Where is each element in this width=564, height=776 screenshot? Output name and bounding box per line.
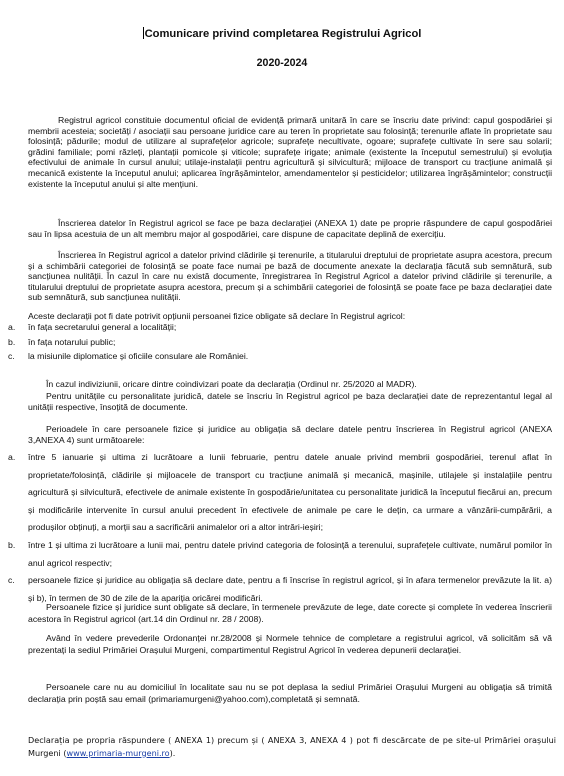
paragraph-declaration-periods: Perioadele în care persoanele fizice și juridice au obligația să declare datele pentru înscrierea în Registrul agricol (ANEXA 3,ANEXA 4) sunt următoarele: [28, 424, 552, 445]
paragraph-declaration-options: Aceste declarații pot fi date potrivit opțiunii persoanei fizice obligate să declare în Registrul agricol: [28, 311, 406, 321]
website-link[interactable]: www.primaria-murgeni.ro [66, 747, 170, 758]
list-marker: a. [8, 322, 16, 332]
document-years: 2020-2024 [256, 57, 308, 69]
list-marker: c. [8, 575, 15, 586]
paragraph-obligation: Persoanele fizice și juridice sunt obligate să declare, în termenele prevăzute de lege, date corecte și complete în vederea înscrierii acestora în Registrul agricol (art.14 din Ordinul nr. 28 / 2008). [28, 602, 552, 625]
list-item: a. în fața secretarului general a localității; [8, 322, 177, 332]
list-item: b. în fața notarului public; [8, 336, 116, 347]
paragraph-legal-entities: Pentru unitățile cu personalitate juridică, datele se înscriu în Registrul agricol pe baza declarației date de reprezentantul legal al unității respective, însoțită de documente. [28, 391, 552, 412]
declaration-options-list [8, 322, 552, 366]
list-marker: b. [8, 539, 16, 550]
list-marker: b. [8, 336, 16, 347]
paragraph-registry-definition: Registrul agricol constituie documentul oficial de evidență primară unitară în care se înscriu date privind: capul gospodăriei și membrii acesteia; societăți / asociații sau persoane juridice care au teren în proprietate sau folosință; terenurile aflate în proprietate sau folosință; pădurile; modul de utilizare al suprafețelor agricole; suprafețe necultivate, ogoare; suprafețe cultivate în sere sau solarii; grădini familiale; pomi răzleți, plantații pomicole și viticole; suprafețe irigate; animale (existente la începutul semestrului) și evoluția efectivului de animale în cursul anului; utilaje-instalații pentru agricultură și silvicultură; mijloace de transport cu tracțiune animală și mecanică existente la începutul anului; aplicarea îngrășămintelor, amendamentelor și pesticidelor; utilizarea îngrășămintelor; construcții existente la începutul anului și alte mențiuni. [28, 115, 552, 189]
list-marker: c. [8, 351, 15, 362]
list-item: c. persoanele fizice și juridice au obligația să declare date, pentru a fi înscrise în registrul agricol, și în afara termenelor prevăzute la lit. a) și b), în termen de 30 de zile de la apariția oricărei modificări. [8, 572, 552, 607]
list-marker: a. [8, 452, 16, 462]
declaration-periods-list [8, 449, 552, 607]
paragraph-registration-basis: Înscrierea datelor în Registrul agricol se face pe baza declarației (ANEXA 1) date pe proprie răspundere de capul gospodăriei sau în lipsa acestuia de un alt membru major al gospodăriei, care dispune de capacitate deplină de exercițiu. [28, 218, 552, 239]
paragraph-indivision: În cazul indiviziunii, oricare dintre coindivizari poate da declarația (Ordinul nr. 25/2020 al MADR). [46, 379, 417, 389]
paragraph-request: Având în vedere prevederile Ordonanței nr.28/2008 și Normele tehnice de completare a registrului agricol, vă solicităm să vă prezentați la sediul Primăriei Orașului Murgeni, compartimentul Registrul Agricol în vederea depunerii declarației. [28, 633, 552, 656]
document-title: Comunicare privind completarea Registrului Agricol [144, 28, 422, 40]
list-item: b. între 1 și ultima zi lucrătoare a lunii mai, pentru datele privind categoria de folosință a terenului, suprafețele cultivate, numărul pomilor în anul agricol respectiv; [8, 537, 552, 572]
footer-note: Declarația pe propria răspundere ( ANEXA 1) precum și ( ANEXA 3, ANEXA 4 ) pot fi descărcate de pe site-ul Primăriei orașului Murgeni (www.primaria-murgeni.ro). [28, 735, 556, 758]
list-item: a. între 5 ianuarie și ultima zi lucrătoare a lunii februarie, pentru datele anuale privind membrii gospodăriei, terenul aflat în proprietate/folosință, clădirile și mijloacele de transport cu tracțiune animală și mecanică, mașinile, utilajele și instalațiile pentru agricultură și silvicultură, efectivele de animale existente în gospodărie/unitatea cu personalitate juridică la începutul fiecărui an, precum și modificările intervenite în cursul anului precedent în efectivele de animale pe care le dețin, ca urmare a vânzării-cumpărării, a produșilor obținuți, a morții sau a sacrificării animalelor ori a altor intrări-ieșiri; [8, 449, 552, 537]
paragraph-remote-submission: Persoanele care nu au domiciliul în localitate sau nu se pot deplasa la sediul Primăriei Orașului Murgeni au obligația să trimită declarația prin poștă sau email (primariamurgeni@yahoo.com),completată și semnată. [28, 682, 552, 705]
list-item: c. la misiunile diplomatice și oficiile consulare ale României. [8, 351, 249, 362]
text-cursor [143, 27, 144, 39]
paragraph-buildings-land: Înscrierea în Registrul agricol a datelor privind clădirile și terenurile, a titularului dreptului de proprietate asupra acestora, precum și a schimbării categoriei de folosință se poate face numai pe bază de documente anexate la declarația făcută sub semnătură, sub sancțiunea nulității. În cazul în care nu există documente, înregistrarea în Registrul Agricol a datelor privind clădirile și terenurile, a titularului dreptului de proprietate asupra acestora, precum și a schimbării categoriei de folosință se poate face pe baza declarației date sub semnătură, sub sancțiunea nulității. [28, 250, 552, 303]
